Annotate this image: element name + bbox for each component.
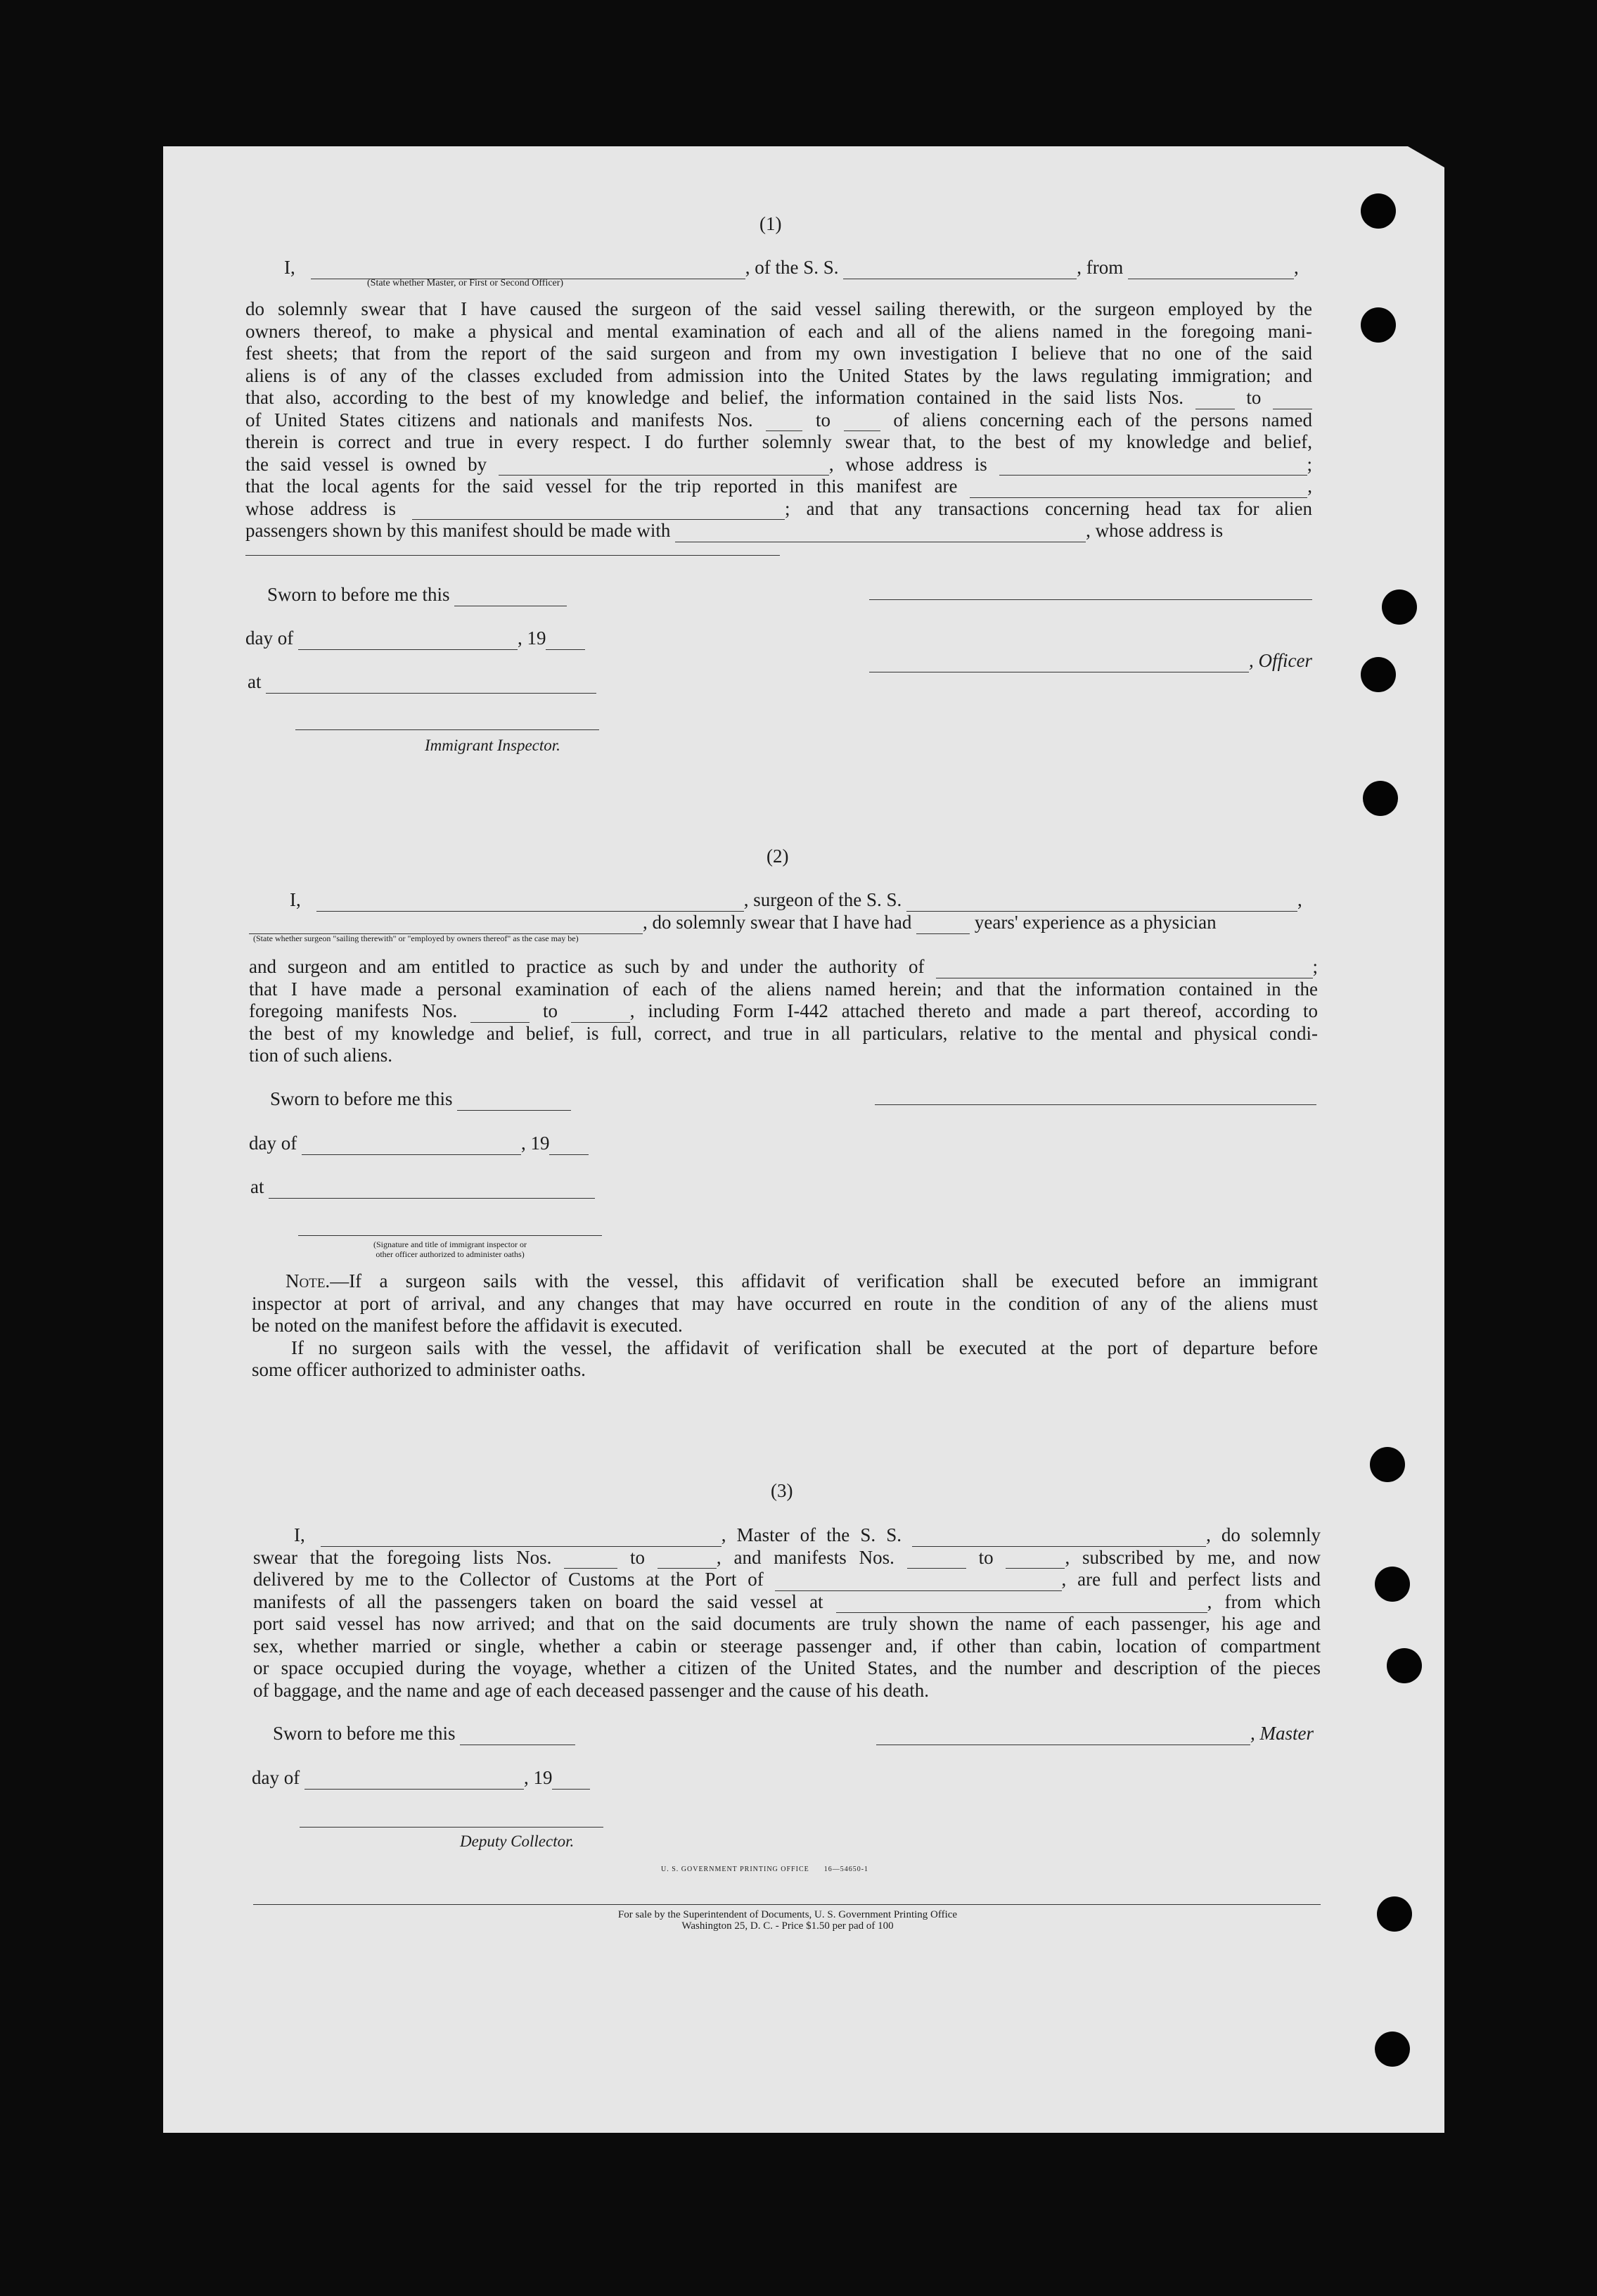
section-number: (1)	[759, 213, 782, 234]
note-text-line: some officer authorized to administer oaths.	[252, 1359, 586, 1380]
punch-hole	[1377, 1896, 1412, 1932]
punch-hole	[1361, 657, 1396, 692]
section-number: (2)	[767, 846, 789, 867]
manifest-from-field[interactable]	[907, 1550, 966, 1569]
surgeon-text-line: foregoing manifests Nos. to , including Form I-442 attached thereto and made a part thereof, according to	[249, 1000, 1319, 1021]
oath-text-line: the said vessel is owned by , whose address is ;	[245, 453, 1313, 475]
oath-text-line: that also, according to the best of my knowledge and belief, the information contained in the said lists Nos. to	[245, 387, 1312, 409]
punch-hole	[1361, 193, 1396, 229]
sworn-day-field[interactable]	[457, 1092, 571, 1111]
place-field[interactable]	[269, 1180, 595, 1199]
master-signature-line: , Master	[876, 1723, 1314, 1745]
oath-line: I, , of the S. S. , from ,	[284, 257, 1299, 278]
gpo-imprint: U. S. GOVERNMENT PRINTING OFFICE 16—54650-1	[661, 1866, 869, 1873]
sale-notice: For sale by the Superintendent of Documents, U. S. Government Printing Office Washington 25, D. C. - Price $1.50 per pad of 100	[617, 1909, 958, 1932]
year-field[interactable]	[552, 1771, 590, 1790]
oath-text-line: fest sheets; that from the report of the said surgeon and from my own investigation I believe that no one of the said	[245, 343, 1312, 364]
master-text-line: I, , Master of the S. S. , do solemnly	[294, 1524, 1321, 1545]
master-text-line: of baggage, and the name and age of each deceased passenger and the cause of his death.	[253, 1679, 930, 1701]
deputy-collector-caption: Deputy Collector.	[460, 1832, 575, 1850]
oath-text-line: do solemnly swear that I have caused the surgeon of the said vessel sailing therewith, or the surgeon employed by the	[245, 298, 1312, 319]
list-to-field[interactable]	[658, 1550, 717, 1569]
day-of-label: day of , 19	[249, 1133, 589, 1155]
oath-text-line: that the local agents for the said vessel for the trip reported in this manifest are ,	[245, 476, 1313, 497]
field-caption: (State whether Master, or First or Second Officer)	[367, 278, 564, 288]
section-number: (3)	[771, 1480, 793, 1501]
surgeon-line: , do solemnly swear that I have had years' experience as a physician	[249, 912, 1217, 934]
officer-title-line: , Officer	[869, 650, 1312, 672]
local-agents-field[interactable]	[970, 480, 1307, 498]
master-paragraph	[253, 1524, 1321, 1702]
note-text-line: inspector at port of arrival, and any changes that may have occurred en route in the condition of any of the aliens must	[252, 1292, 1318, 1314]
officer-signature-line[interactable]	[869, 599, 1312, 600]
surgeon-line: I, , surgeon of the S. S. ,	[290, 889, 1302, 910]
surgeon-paragraph	[249, 956, 1318, 1067]
footer-rule	[253, 1904, 1321, 1905]
manifest-from-field[interactable]	[470, 1005, 530, 1023]
note-text-line: Note.—If a surgeon sails with the vessel, this affidavit of verification shall be executed before an immigrant	[286, 1270, 1318, 1292]
list-no-from-field[interactable]	[1195, 391, 1235, 409]
manifest-no-to-field[interactable]	[844, 413, 880, 431]
port-from-field[interactable]	[1128, 261, 1294, 279]
field-caption: (State whether surgeon "sailing therewith" or "employed by owners thereof" as the case may be)	[253, 933, 579, 943]
year-field[interactable]	[546, 632, 585, 650]
sworn-day-field[interactable]	[454, 588, 567, 606]
officer-rank-field[interactable]	[311, 261, 745, 279]
month-field[interactable]	[302, 1137, 521, 1155]
oath-text-line: aliens is of any of the classes excluded from admission into the United States by the laws regulating immigration; and	[245, 364, 1312, 386]
manifest-to-field[interactable]	[1006, 1550, 1065, 1569]
surgeon-text-line: and surgeon and am entitled to practice as such by and under the authority of ;	[249, 956, 1319, 977]
manifest-to-field[interactable]	[571, 1005, 630, 1023]
head-tax-agent-field[interactable]	[675, 524, 1086, 542]
punch-hole	[1363, 781, 1398, 816]
punch-hole	[1382, 589, 1417, 625]
month-field[interactable]	[304, 1771, 524, 1790]
oath-text-line: therein is correct and true in every respect. I do further solemnly swear that, to the best of my knowledge and belief,	[245, 431, 1312, 452]
sworn-label: Sworn to before me this	[270, 1088, 571, 1111]
oath-text-line: owners thereof, to make a physical and mental examination of each and all of the aliens named in the foregoing mani-	[245, 320, 1312, 342]
administering-officer-signature-line[interactable]	[298, 1235, 602, 1236]
surgeon-text-line: that I have made a personal examination of each of the aliens named herein; and that the information contained in the	[249, 978, 1318, 1000]
inspector-signature-line[interactable]	[295, 729, 599, 730]
day-of-label: day of , 19	[245, 627, 585, 650]
signature-caption: (Signature and title of immigrant inspector or other officer authorized to administer oaths)	[373, 1239, 527, 1259]
agents-address-field[interactable]	[412, 502, 785, 520]
note-text-line: be noted on the manifest before the affidavit is executed.	[252, 1315, 683, 1336]
officer-title-field[interactable]	[869, 654, 1249, 672]
punch-hole	[1375, 1567, 1410, 1602]
punch-hole	[1370, 1447, 1405, 1482]
sworn-day-field[interactable]	[460, 1727, 575, 1745]
list-from-field[interactable]	[564, 1550, 617, 1569]
owner-field[interactable]	[499, 457, 829, 476]
month-field[interactable]	[298, 632, 518, 650]
oath-text-line: passengers shown by this manifest should be made with , whose address is	[245, 520, 1224, 541]
note-text-line: If no surgeon sails with the vessel, the affidavit of verification shall be executed at the port of departure before	[291, 1337, 1318, 1358]
years-experience-field[interactable]	[916, 916, 970, 934]
at-label: at	[248, 671, 596, 694]
day-of-label: day of , 19	[252, 1767, 590, 1790]
embarkation-port-field[interactable]	[836, 1595, 1207, 1613]
sworn-label: Sworn to before me this	[267, 584, 567, 606]
master-vessel-field[interactable]	[912, 1529, 1206, 1547]
master-text-line: manifests of all the passengers taken on board the said vessel at , from which	[253, 1590, 1321, 1612]
port-field[interactable]	[775, 1573, 1062, 1591]
sworn-label: Sworn to before me this	[273, 1723, 575, 1745]
surgeon-text-line: the best of my knowledge and belief, is full, correct, and true in all particulars, relative to the mental and physical condi-	[249, 1022, 1318, 1044]
punch-hole	[1375, 2032, 1410, 2067]
place-field[interactable]	[266, 675, 596, 694]
list-no-to-field[interactable]	[1273, 391, 1312, 409]
surgeon-signature-line[interactable]	[875, 1104, 1316, 1105]
surgeon-status-field[interactable]	[249, 916, 643, 934]
oath-text-line: whose address is ; and that any transactions concerning head tax for alien	[245, 497, 1312, 519]
owner-address-field[interactable]	[999, 457, 1307, 476]
master-text-line: sex, whether married or single, whether a cabin or steerage passenger and, if other than cabin, location of compartment	[253, 1635, 1321, 1657]
inspector-caption: Immigrant Inspector.	[425, 736, 560, 754]
note-paragraph	[252, 1270, 1318, 1382]
authority-field[interactable]	[936, 960, 1313, 978]
head-tax-address-field[interactable]	[245, 555, 780, 556]
oath-text-line: of United States citizens and nationals and manifests Nos. to of aliens concerning each of the persons named	[245, 409, 1312, 431]
master-text-line: swear that the foregoing lists Nos. to , and manifests Nos. to , subscribed by me, and now	[253, 1546, 1321, 1568]
master-name-field[interactable]	[321, 1529, 721, 1547]
surgeon-text-line: tion of such aliens.	[249, 1045, 392, 1066]
at-label: at	[250, 1176, 595, 1199]
master-text-line: or space occupied during the voyage, whether a citizen of the United States, and the number and description of the pieces	[253, 1657, 1321, 1678]
manifest-no-from-field[interactable]	[766, 413, 802, 431]
surgeon-name-field[interactable]	[316, 893, 744, 912]
oath-paragraph	[245, 298, 1312, 542]
punch-hole	[1387, 1648, 1422, 1683]
year-field[interactable]	[549, 1137, 589, 1155]
surgeon-vessel-field[interactable]	[906, 893, 1297, 912]
master-text-line: delivered by me to the Collector of Customs at the Port of , are full and perfect lists and	[253, 1569, 1321, 1590]
vessel-name-field[interactable]	[843, 261, 1077, 279]
punch-hole	[1361, 307, 1396, 343]
deputy-collector-signature-line[interactable]	[300, 1827, 603, 1828]
master-signature-field[interactable]	[876, 1727, 1250, 1745]
master-text-line: port said vessel has now arrived; and that on the said documents are truly shown the name of each passenger, his age and	[253, 1613, 1321, 1634]
